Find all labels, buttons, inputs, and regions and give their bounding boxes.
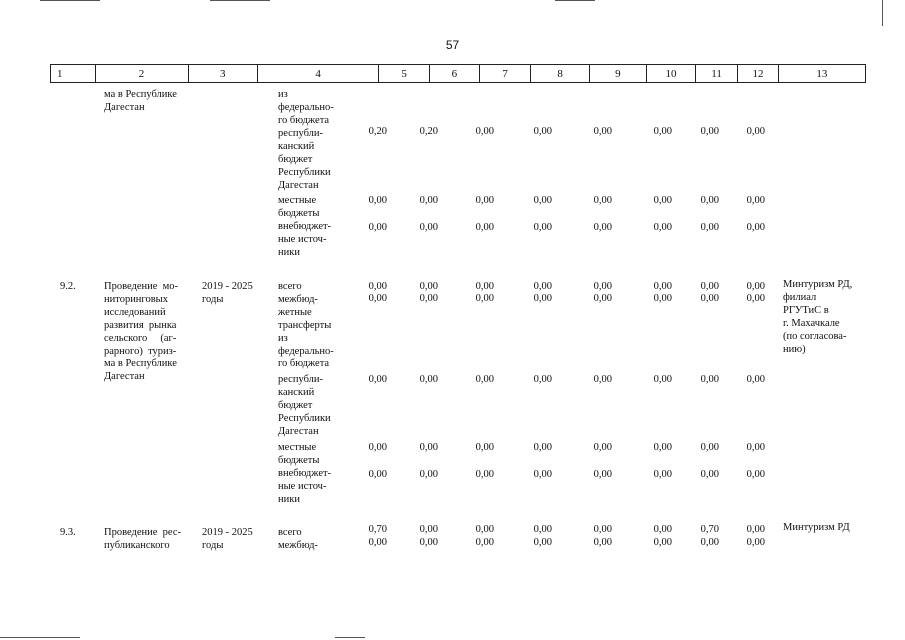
page-number: 57 (445, 38, 460, 52)
funding-value: 0,00 (746, 126, 765, 137)
task-period: годы (202, 539, 224, 551)
funding-source-label: бюджет (278, 399, 313, 411)
funding-value: 0,00 (746, 524, 765, 535)
funding-value: 0,00 (700, 442, 719, 453)
executor: Минтуризм РД (783, 522, 850, 533)
funding-value: 0,00 (593, 524, 612, 535)
funding-value: 0,00 (593, 293, 612, 304)
task-name: рарного) туриз- (104, 345, 177, 357)
task-name: публиканского (104, 539, 170, 551)
funding-source-label: всего (278, 527, 302, 538)
task-name: сельского (аг- (104, 332, 177, 344)
funding-value: 0,00 (746, 293, 765, 304)
task-name: исследований (104, 306, 166, 318)
task-name: Проведение рес- (104, 527, 181, 538)
funding-value: 0,00 (700, 126, 719, 137)
task-name-continued: ма в Республике (104, 89, 177, 100)
funding-source-label: местные (278, 442, 317, 453)
funding-value: 0,00 (419, 442, 438, 453)
funding-value: 0,00 (533, 222, 552, 233)
funding-value: 0,00 (746, 469, 765, 480)
funding-value: 0,00 (533, 524, 552, 535)
column-header: 11 (695, 65, 737, 82)
funding-value: 0,00 (475, 374, 494, 385)
funding-value: 0,00 (475, 524, 494, 535)
column-header: 10 (646, 65, 695, 82)
funding-source-label: ники (278, 246, 300, 258)
task-name-continued: Дагестан (104, 101, 145, 113)
funding-value: 0,00 (475, 281, 494, 292)
task-name: ма в Республике (104, 358, 177, 370)
funding-source-label: межбюд- (278, 539, 318, 551)
funding-value: 0,00 (533, 469, 552, 480)
funding-value: 0,00 (700, 469, 719, 480)
funding-value: 0,00 (368, 374, 387, 385)
column-header: 9 (589, 65, 646, 82)
funding-value: 0,00 (700, 281, 719, 292)
executor: РГУТиС в (783, 304, 829, 316)
funding-value: 0,00 (368, 195, 387, 206)
column-header: 12 (737, 65, 777, 82)
task-period: 2019 - 2025 (202, 281, 253, 292)
funding-value: 0,00 (593, 222, 612, 233)
funding-value: 0,00 (419, 374, 438, 385)
funding-value: 0,00 (700, 222, 719, 233)
funding-value: 0,00 (746, 537, 765, 548)
funding-value: 0,00 (533, 293, 552, 304)
funding-value: 0,00 (475, 537, 494, 548)
funding-value: 0,00 (593, 374, 612, 385)
funding-source-label: межбюд- (278, 293, 318, 305)
funding-source-label: ники (278, 493, 300, 505)
column-header: 13 (778, 65, 865, 82)
funding-value: 0,00 (700, 195, 719, 206)
funding-source-label: Дагестан (278, 425, 319, 437)
funding-value: 0,00 (419, 281, 438, 292)
task-period: 2019 - 2025 (202, 527, 253, 538)
funding-source-label: республи- (278, 128, 323, 139)
funding-value: 0,00 (419, 524, 438, 535)
task-name: развития рынка (104, 319, 177, 331)
funding-source-label: канский (278, 140, 315, 152)
funding-value: 0,70 (368, 524, 387, 535)
funding-source-label: ные источ- (278, 233, 327, 245)
funding-source-label: трансферты (278, 319, 332, 331)
funding-value: 0,00 (653, 537, 672, 548)
funding-source-label: жетные (278, 306, 312, 318)
funding-value: 0,00 (368, 442, 387, 453)
funding-value: 0,00 (533, 281, 552, 292)
funding-value: 0,00 (419, 537, 438, 548)
funding-value: 0,00 (653, 442, 672, 453)
funding-source-label: Республики (278, 166, 331, 178)
column-header: 2 (95, 65, 188, 82)
funding-value: 0,00 (653, 293, 672, 304)
funding-value: 0,00 (419, 293, 438, 304)
funding-source-label: местные (278, 195, 317, 206)
scan-edge-mark (555, 0, 595, 1)
funding-value: 0,00 (746, 222, 765, 233)
funding-source-label: бюджеты (278, 454, 320, 466)
column-header: 4 (257, 65, 378, 82)
column-header: 3 (188, 65, 258, 82)
executor: (по согласова- (783, 330, 847, 342)
executor: г. Махачкале (783, 317, 840, 329)
funding-value: 0,00 (475, 293, 494, 304)
funding-value: 0,00 (593, 126, 612, 137)
funding-value: 0,00 (746, 442, 765, 453)
funding-value: 0,00 (593, 469, 612, 480)
funding-source-label: республи- (278, 374, 323, 385)
funding-value: 0,00 (368, 537, 387, 548)
funding-value: 0,00 (653, 524, 672, 535)
funding-source-label: из (278, 332, 288, 344)
funding-value: 0,00 (533, 537, 552, 548)
funding-value: 0,00 (746, 281, 765, 292)
funding-source-label: бюджеты (278, 207, 320, 219)
funding-value: 0,00 (533, 374, 552, 385)
row-number: 9.3. (60, 527, 76, 538)
scan-edge-mark (882, 0, 883, 26)
funding-value: 0,00 (593, 195, 612, 206)
funding-source-label: бюджет (278, 153, 313, 165)
funding-value: 0,00 (368, 222, 387, 233)
funding-value: 0,00 (593, 442, 612, 453)
funding-source-label: ные источ- (278, 480, 327, 492)
funding-value: 0,00 (700, 374, 719, 385)
column-header: 5 (378, 65, 429, 82)
funding-source-label: внебюджет- (278, 221, 332, 232)
column-header: 7 (479, 65, 531, 82)
funding-value: 0,00 (700, 293, 719, 304)
scan-edge-mark (335, 637, 365, 638)
task-name: Дагестан (104, 371, 145, 383)
funding-value: 0,00 (475, 126, 494, 137)
funding-source-label: федерально- (278, 345, 334, 357)
funding-source-label: внебюджет- (278, 468, 332, 479)
funding-value: 0,00 (653, 126, 672, 137)
funding-value: 0,00 (653, 374, 672, 385)
funding-value: 0,00 (475, 469, 494, 480)
task-name: ниторинговых (104, 293, 168, 305)
funding-source-label: федерально- (278, 101, 334, 113)
funding-value: 0,00 (419, 222, 438, 233)
executor: Минтуризм РД, (783, 279, 853, 290)
executor: нию) (783, 343, 806, 355)
funding-value: 0,00 (653, 281, 672, 292)
funding-source-label: всего (278, 281, 302, 292)
column-header: 6 (429, 65, 479, 82)
scan-edge-mark (210, 0, 270, 1)
column-header: 8 (530, 65, 588, 82)
funding-source-label: канский (278, 386, 315, 398)
funding-value: 0,20 (368, 126, 387, 137)
funding-value: 0,00 (593, 537, 612, 548)
funding-value: 0,70 (700, 524, 719, 535)
task-period: годы (202, 293, 224, 305)
funding-source-label: Республики (278, 412, 331, 424)
funding-value: 0,00 (419, 195, 438, 206)
funding-value: 0,00 (475, 195, 494, 206)
funding-source-label: Дагестан (278, 179, 319, 191)
funding-value: 0,20 (419, 126, 438, 137)
funding-value: 0,00 (533, 126, 552, 137)
funding-value: 0,00 (368, 293, 387, 304)
row-number: 9.2. (60, 281, 76, 292)
funding-value: 0,00 (368, 469, 387, 480)
funding-source-label: го бюджета (278, 114, 330, 126)
funding-value: 0,00 (475, 222, 494, 233)
funding-value: 0,00 (475, 442, 494, 453)
funding-value: 0,00 (419, 469, 438, 480)
funding-value: 0,00 (746, 195, 765, 206)
funding-value: 0,00 (700, 537, 719, 548)
funding-value: 0,00 (533, 195, 552, 206)
funding-value: 0,00 (746, 374, 765, 385)
scan-edge-mark (40, 0, 100, 1)
funding-source-label: из (278, 89, 288, 100)
executor: филиал (783, 291, 817, 303)
task-name: Проведение мо- (104, 281, 179, 292)
funding-value: 0,00 (533, 442, 552, 453)
funding-source-label: го бюджета (278, 358, 330, 370)
funding-value: 0,00 (368, 281, 387, 292)
funding-value: 0,00 (653, 469, 672, 480)
column-header: 1 (57, 67, 63, 80)
funding-value: 0,00 (593, 281, 612, 292)
funding-value: 0,00 (653, 195, 672, 206)
funding-value: 0,00 (653, 222, 672, 233)
scan-edge-mark (0, 637, 80, 638)
